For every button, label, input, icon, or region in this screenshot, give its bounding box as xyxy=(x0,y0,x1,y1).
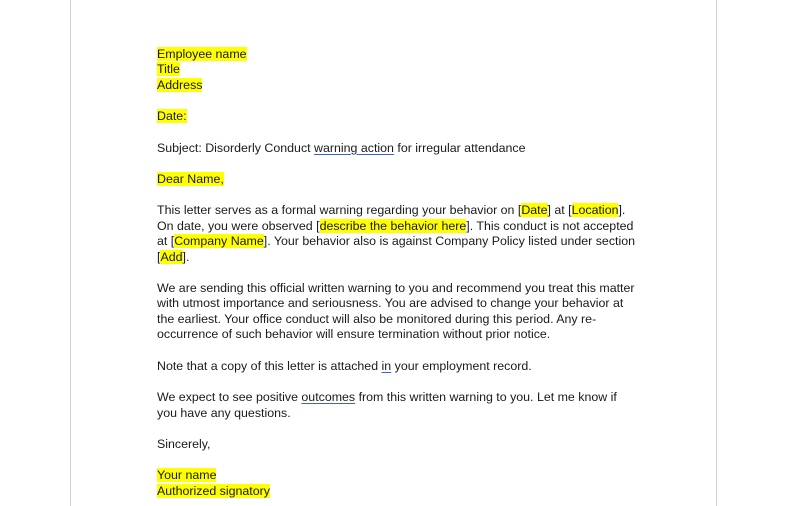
title-placeholder: Title xyxy=(157,62,180,77)
incident-date-placeholder: Date xyxy=(521,203,548,218)
paragraph-record: Note that a copy of this letter is attached in your employment record. xyxy=(157,358,532,373)
closing: Sincerely, xyxy=(157,436,211,451)
signer-name-placeholder: Your name xyxy=(157,468,217,483)
company-name-placeholder: Company Name xyxy=(174,234,264,249)
date-placeholder: Date: xyxy=(157,109,187,124)
right-gutter xyxy=(716,0,794,506)
employee-name-placeholder: Employee name xyxy=(157,47,247,61)
grammar-flagged-text[interactable]: warning action xyxy=(314,140,394,155)
paragraph-warning: We are sending this official written warning to you and recommend you treat this matter with utmost importance and seriousness. You are advised to change your behavior at the earliest. Your office conduct will also be monitored during this period. Any re- occurrence of such behavior will ensure termination without prior notice. xyxy=(157,281,635,342)
document-page[interactable] xyxy=(71,0,716,506)
grammar-flagged-text[interactable]: outcomes xyxy=(301,390,356,405)
salutation: Dear Name, xyxy=(157,172,224,187)
paragraph-incident: This letter serves as a formal warning regarding your behavior on [Date] at [Location]. On date, you were observed [describe the behavior here]. This conduct is not accepted at [Company Name]. Your behavior also is against Company Policy listed under section [Add]. xyxy=(157,203,635,264)
section-placeholder: Add xyxy=(160,249,183,264)
letter-body[interactable] xyxy=(157,47,637,499)
location-placeholder: Location xyxy=(571,203,619,218)
subject-line: Subject: Disorderly Conduct warning action for irregular attendance xyxy=(157,140,526,155)
signer-role-placeholder: Authorized signatory xyxy=(157,483,270,498)
behavior-placeholder: describe the behavior here xyxy=(319,218,467,233)
signature-block xyxy=(157,468,637,499)
address-placeholder: Address xyxy=(157,77,203,92)
paragraph-expectation: We expect to see positive outcomes from this written warning to you. Let me know if you have any questions. xyxy=(157,390,617,420)
recipient-block xyxy=(157,47,637,93)
left-gutter xyxy=(0,0,71,506)
grammar-flagged-text[interactable]: in xyxy=(381,358,392,373)
